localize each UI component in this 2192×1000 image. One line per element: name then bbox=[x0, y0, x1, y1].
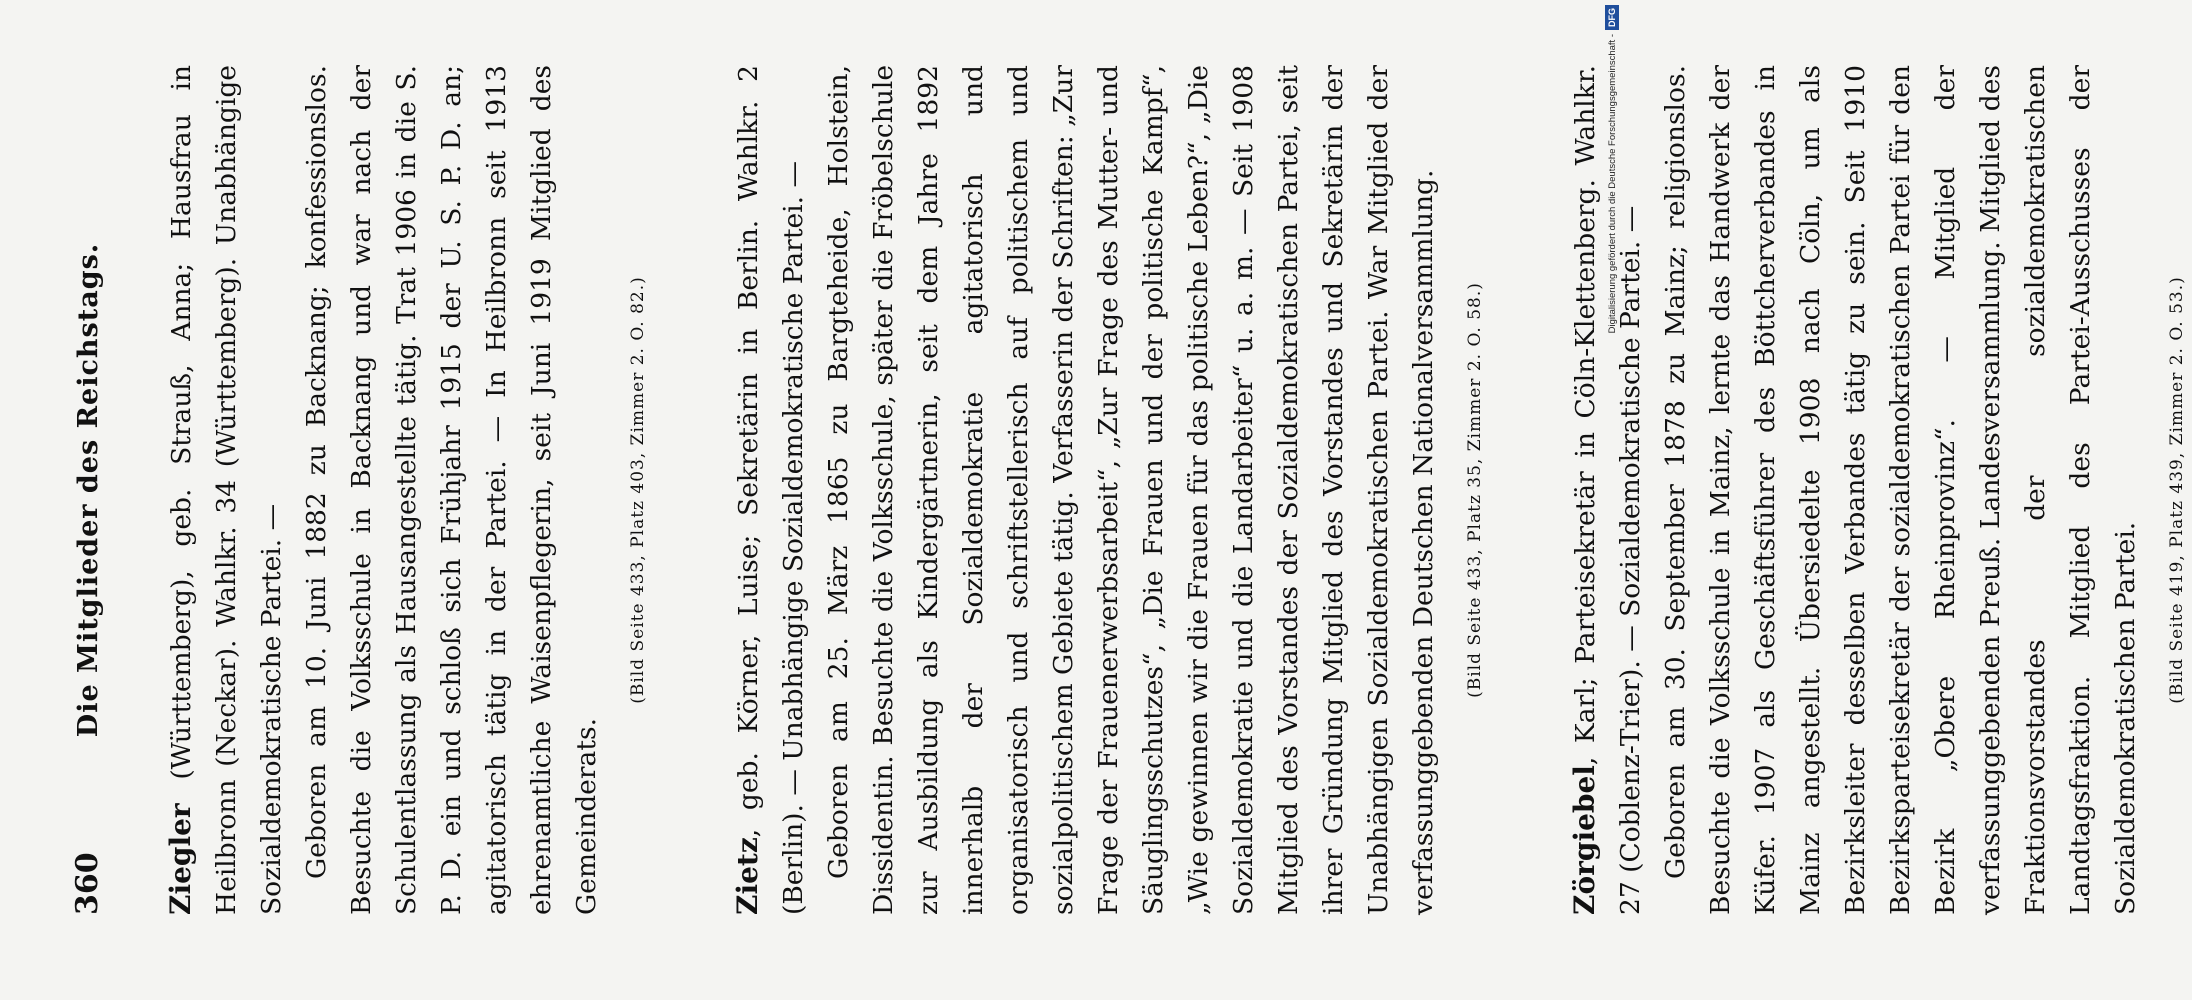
entry-intro-text: (Württemberg), geb. Strauß, Anna; Hausfrau in Heilbronn (Neckar). Wahlkr. 34 (Württemberg). Unabhängige Sozialdemokratische Partei. — bbox=[166, 65, 287, 915]
entry-zietz bbox=[725, 65, 1490, 915]
entry-ziegler bbox=[158, 65, 653, 915]
entry-intro bbox=[725, 65, 816, 915]
entry-intro bbox=[158, 65, 294, 915]
member-name: Zörgiebel bbox=[1568, 765, 1601, 915]
running-head bbox=[70, 65, 118, 915]
biography-paragraph: Geboren am 10. Juni 1882 zu Backnang; konfessionslos. Besuchte die Volksschule in Backnang und war nach der Schulentlassung als Hausangestellte tätig. Trat 1906 in die S. P. D. ein und schloß sich Frühjahr 1915 der U. S. P. D. an; agitatorisch tätig in der Partei. — In Heilbronn seit 1913 ehrenamtliche Waisenpflegerin, seit Juni 1919 Mitglied des Gemeinderats. bbox=[301, 65, 602, 915]
credit-text: Digitalisierung gefördert durch die Deutsche Forschungsgemeinschaft - bbox=[1606, 34, 1618, 334]
photo-reference: (Bild Seite 433, Platz 35, Zimmer 2. O. 58.) bbox=[1465, 282, 1485, 698]
running-title: Die Mitglieder des Reichstags. bbox=[73, 242, 104, 738]
entry-zoergiebel bbox=[1562, 65, 2192, 915]
biography-paragraph: Geboren am 30. September 1878 zu Mainz; religionslos. Besuchte die Volksschule in Mainz, lernte das Handwerk der Küfer. 1907 als Geschäftsführer des Böttcherverbandes in Mainz angestellt. Übersiedelte 1908 nach Cöln, um als Bezirksleiter desselben Verbandes tätig zu sein. Seit 1910 Bezirksparteisekretär der sozialdemokratischen Partei für den Bezirk „Obere Rheinprovinz“. — Mitglied der verfassunggebenden Preuß. Landesversammlung. Mitglied des Fraktionsvorstandes der sozialdemokratischen Landtagsfraktion. Mitglied des Partei-Ausschusses der Sozialdemokratischen Partei. bbox=[1660, 65, 2141, 915]
photo-reference: (Bild Seite 433, Platz 403, Zimmer 2. O. 82.) bbox=[628, 276, 648, 704]
member-name: Ziegler bbox=[164, 803, 197, 915]
member-name: Zietz bbox=[731, 837, 764, 915]
entry-intro-text: , geb. Körner, Luise; Sekretärin in Berlin. Wahlkr. 2 (Berlin). — Unabhängige Sozialdemokratische Partei. — bbox=[733, 65, 809, 915]
page-number: 360 bbox=[70, 852, 105, 915]
biography-paragraph: Geboren am 25. März 1865 zu Bargteheide, Holstein, Dissidentin. Besuchte die Volksschule, später die Fröbelschule zur Ausbildung als Kindergärtnerin, seit dem Jahre 1892 innerhalb der Sozialdemokratie agitatorisch und organisatorisch und schriftstellerisch auf politischem und sozialpolitischem Gebiete tätig. Verfasserin der Schriften: „Zur Frage der Frauenerwerbsarbeit“, „Zur Frage des Mutter- und Säuglingsschutzes“, „Die Frauen und der politische Kampf“, „Wie gewinnen wir die Frauen für das politische Leben?“, „Die Sozialdemokratie und die Landarbeiter“ u. a. m. — Seit 1908 Mitglied des Vorstandes der Sozialdemokratischen Partei, seit ihrer Gründung Mitglied des Vorstandes und Sekretärin der Unabhängigen Sozialdemokratischen Partei. War Mitglied der verfassunggebenden Deutschen Nationalversammlung. bbox=[823, 65, 1439, 915]
dfg-logo: DFG bbox=[1605, 5, 1619, 30]
photo-reference: (Bild Seite 419, Platz 439, Zimmer 2. O. 53.) bbox=[2167, 276, 2187, 704]
entry-intro-text: , Karl; Parteisekretär in Cöln-Klettenberg. Wahlkr. 27 (Coblenz-Trier). — Sozialdemokratische Partei. — bbox=[1570, 65, 1646, 915]
digitization-credit bbox=[1604, 5, 1620, 565]
